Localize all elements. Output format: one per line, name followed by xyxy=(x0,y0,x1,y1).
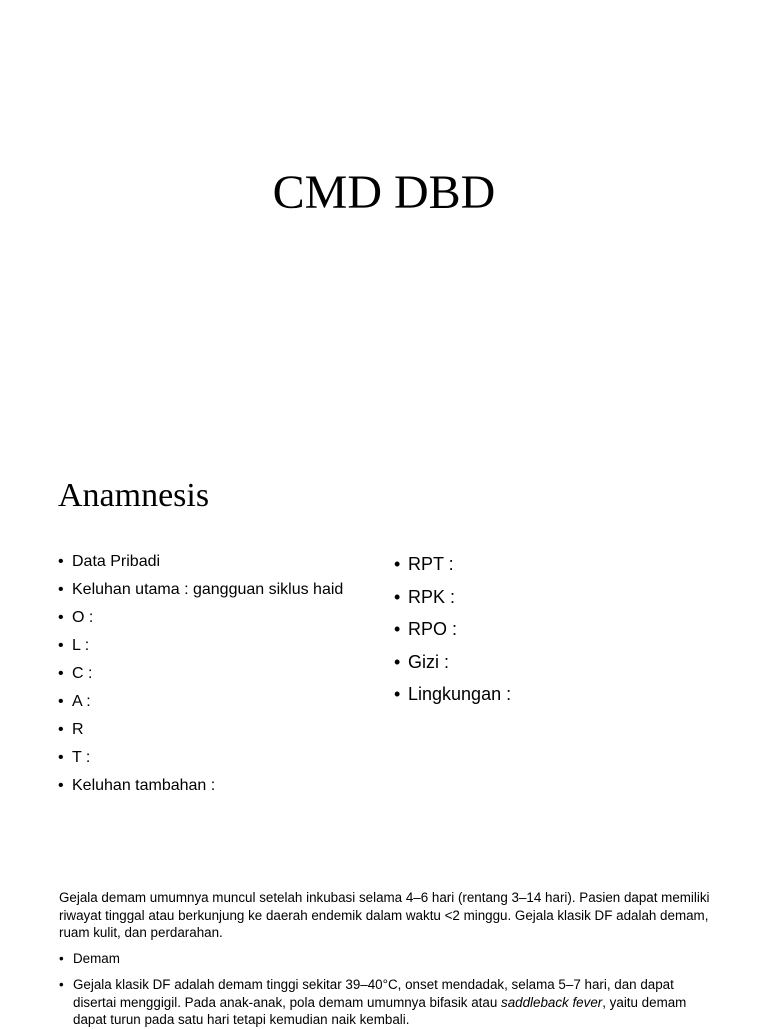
list-item: • C : xyxy=(58,660,343,688)
right-bullet-list xyxy=(394,548,511,711)
list-item: • L : xyxy=(58,632,343,660)
list-item: • R xyxy=(58,716,343,744)
emphasis-text: saddleback fever xyxy=(501,994,603,1010)
list-item: • O : xyxy=(58,604,343,632)
intro-paragraph: Gejala demam umumnya muncul setelah inkubasi selama 4–6 hari (rentang 3–14 hari). Pasien dapat memiliki riwayat tinggal atau berkunjung ke daerah endemik dalam waktu <2 minggu. Gejala klasik DF adalah demam, ruam kulit, dan perdarahan. xyxy=(59,890,710,940)
slide-title: CMD DBD xyxy=(272,166,496,219)
list-item: • Demam xyxy=(59,950,715,968)
list-item: • A : xyxy=(58,688,343,716)
notes-body xyxy=(59,889,715,1029)
anamnesis-heading: Anamnesis xyxy=(58,477,210,514)
anamnesis-slide xyxy=(0,432,768,864)
list-item: • Keluhan utama : gangguan siklus haid xyxy=(58,576,343,604)
list-item: • T : xyxy=(58,744,343,772)
list-item: • Keluhan tambahan : xyxy=(58,772,343,800)
list-item: • Lingkungan : xyxy=(394,678,511,711)
list-item: • Gizi : xyxy=(394,646,511,679)
list-item: • RPK : xyxy=(394,581,511,614)
list-item: • RPT : xyxy=(394,548,511,581)
notes-bullet-list xyxy=(59,950,715,1029)
list-item: • Data Pribadi xyxy=(58,548,343,576)
notes-slide xyxy=(0,864,768,1027)
title-slide xyxy=(0,0,768,432)
list-item: • RPO : xyxy=(394,613,511,646)
bullet-text: , yaitu demam dapat turun pada satu hari tetapi kemudian naik kembali. xyxy=(73,994,687,1027)
list-item xyxy=(59,976,715,1029)
left-bullet-list xyxy=(58,548,343,800)
bullet-text: Gejala klasik DF adalah demam tinggi sekitar 39–40°C, onset mendadak, selama 5–7 hari, dan dapat disertai menggigil. Pada anak-anak, pola demam umumnya bifasik atau xyxy=(73,977,674,1010)
